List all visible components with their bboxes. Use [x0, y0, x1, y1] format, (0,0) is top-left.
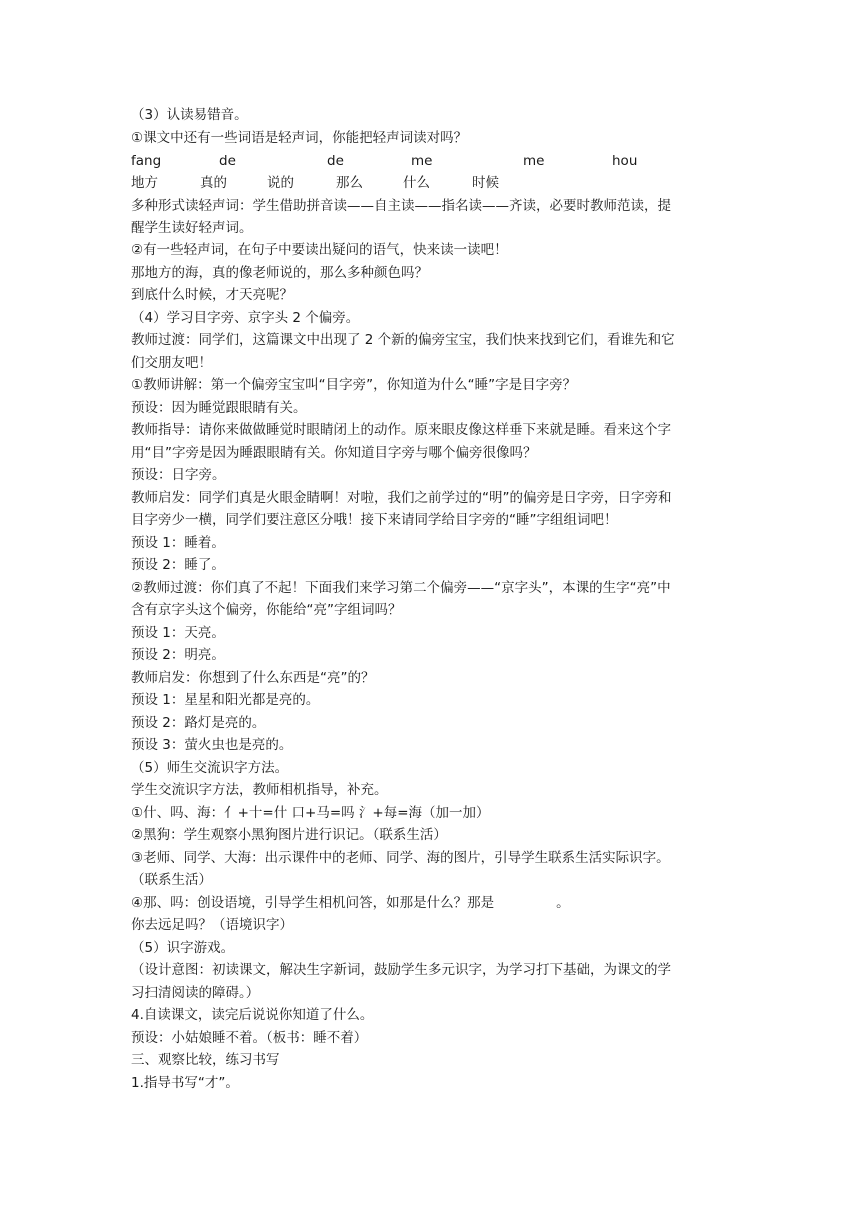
word: 地方 [131, 175, 158, 191]
word: 时候 [472, 175, 499, 191]
paragraph: （联系生活） [131, 872, 212, 888]
paragraph: 教师启发：你想到了什么东西是“亮”的？ [131, 670, 375, 686]
paragraph: ①教师讲解：第一个偏旁宝宝叫“目字旁”，你知道为什么“睡”字是目字旁？ [131, 377, 577, 393]
paragraph: 预设 1：睡着。 [131, 535, 225, 551]
paragraph: 学生交流识字方法，教师相机指导，补充。 [131, 782, 388, 798]
paragraph: 4.自读课文，读完后说说你知道了什么。 [131, 1007, 374, 1023]
paragraph: 习扫清阅读的障碍。） [131, 985, 260, 1001]
paragraph: 那地方的海，真的像老师说的，那么多种颜色吗？ [131, 265, 428, 281]
pinyin: fang [131, 153, 162, 169]
paragraph: 预设 1：天亮。 [131, 625, 225, 641]
paragraph: 教师指导：请你来做做睡觉时眼睛闭上的动作。原来眼皮像这样垂下来就是睡。看来这个字 [131, 422, 671, 438]
paragraph: 多种形式读轻声词：学生借助拼音读——自主读——指名读——齐读，必要时教师范读，提 [131, 198, 671, 214]
paragraph: ③老师、同学、大海：出示课件中的老师、同学、海的图片，引导学生联系生活实际识字。 [131, 850, 670, 866]
section-heading: （3）认读易错音。 [131, 107, 248, 123]
paragraph-text: ④那、吗：创设语境，引导学生相机问答，如那是什么？那是 [131, 895, 495, 911]
paragraph: （设计意图：初读课文，解决生字新词，鼓励学生多元识字，为学习打下基础，为课文的学 [131, 962, 671, 978]
section-heading: 三、观察比较，练习书写 [131, 1052, 280, 1068]
paragraph: ①什、吗、海：亻+十=什 口+马=吗 氵+每=海（加一加） [131, 805, 490, 821]
word: 说的 [267, 175, 294, 191]
words-row [131, 174, 731, 192]
paragraph: 你去远足吗？（语境识字） [131, 917, 293, 933]
pinyin: hou [612, 153, 638, 169]
paragraph [131, 894, 570, 912]
paragraph: 预设 2：明亮。 [131, 647, 225, 663]
pinyin: me [523, 153, 545, 169]
paragraph: ②教师过渡：你们真了不起！下面我们来学习第二个偏旁——“京字头”，本课的生字“亮”中 [131, 580, 671, 596]
word: 真的 [200, 175, 227, 191]
paragraph: 们交朋友吧！ [131, 355, 212, 371]
paragraph: 预设 3：萤火虫也是亮的。 [131, 737, 293, 753]
paragraph: 教师过渡：同学们，这篇课文中出现了 2 个新的偏旁宝宝，我们快来找到它们，看谁先和它 [131, 332, 675, 348]
paragraph: 教师启发：同学们真是火眼金睛啊！对啦，我们之前学过的“明”的偏旁是日字旁，日字旁和 [131, 490, 672, 506]
paragraph: 1.指导书写“才”。 [131, 1075, 239, 1091]
paragraph: 到底什么时候，才天亮呢？ [131, 287, 293, 303]
paragraph: 预设：小姑娘睡不着。（板书：睡不着） [131, 1030, 368, 1046]
paragraph: ②黑狗：学生观察小黑狗图片进行识记。（联系生活） [131, 827, 447, 843]
paragraph: 预设：日字旁。 [131, 467, 226, 483]
paragraph: ②有一些轻声词，在句子中要读出疑问的语气，快来读一读吧！ [131, 242, 508, 258]
section-heading: （5）师生交流识字方法。 [131, 760, 289, 776]
pinyin-row [131, 152, 731, 170]
paragraph: 预设：因为睡觉跟眼睛有关。 [131, 400, 307, 416]
paragraph: 含有京字头这个偏旁，你能给“亮”字组词吗？ [131, 602, 402, 618]
paragraph: 预设 1：星星和阳光都是亮的。 [131, 692, 320, 708]
paragraph: 用“目”字旁是因为睡跟眼睛有关。你知道目字旁与哪个偏旁很像吗？ [131, 445, 537, 461]
paragraph-text: 。 [556, 895, 570, 911]
paragraph: 预设 2：路灯是亮的。 [131, 715, 266, 731]
paragraph: 预设 2：睡了。 [131, 557, 225, 573]
pinyin: me [411, 153, 433, 169]
pinyin: de [219, 153, 236, 169]
section-heading: （4）学习目字旁、京字头 2 个偏旁。 [131, 310, 360, 326]
paragraph: 醒学生读好轻声词。 [131, 220, 253, 236]
paragraph: 目字旁少一横，同学们要注意区分哦！接下来请同学给目字旁的“睡”字组组词吧！ [131, 512, 618, 528]
pinyin: de [327, 153, 344, 169]
word: 那么 [336, 175, 363, 191]
section-heading: （5）识字游戏。 [131, 940, 235, 956]
paragraph: ①课文中还有一些词语是轻声词，你能把轻声词读对吗？ [131, 130, 468, 146]
word: 什么 [403, 175, 430, 191]
